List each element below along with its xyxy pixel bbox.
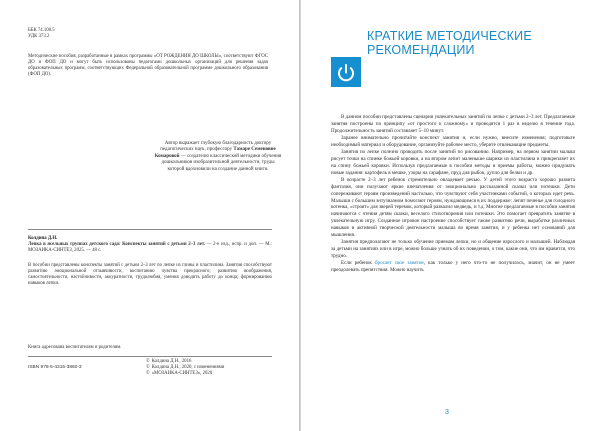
- ack-intro: Автор выражает глубокую благодарность доктору педагогических наук, профессору: [160, 141, 272, 153]
- body-text: [331, 114, 575, 274]
- copyright-symbol: ©: [146, 359, 150, 364]
- chapter-title-line: РЕКОМЕНДАЦИИ: [367, 42, 475, 57]
- bib-title: Лепка в ясельных группах детского сада: Конспекты занятий с детьми 2–3 лет.: [28, 242, 206, 247]
- acknowledgement: [154, 141, 282, 173]
- divider: [28, 229, 272, 230]
- paragraph: Заранее внимательно прочитайте конспект занятия и, если нужно, внесите изменения; подготовьте необходимый материал и оборудование, организуйте рабочее место, уберите отвлекающие предметы.: [331, 135, 575, 148]
- paragraph: Занятия по лепке полезно проводить после занятий по рисованию. Например, на первом занятии малыш рисует точки на спинке божьей коровки, а на втором лепит маленькие шарики из пластилина и прикрепляет их на спину божьей коровки. Используя предлагаемые в пособии методы и приемы работы, можно придумать новые задания: картофель в мешке, узоры на сарафане, пруд для рыбок, дупло для белки и др.: [331, 149, 575, 176]
- copyright-symbol: ©: [146, 365, 150, 370]
- ack-name: Тамаре Семеновне Комаровой: [154, 147, 276, 159]
- paragraph: В возрасте 2–3 лет ребенок стремительно овладевает речью. У детей этого возраста хорошо развита фантазия, они получают яркие впечатления от эмоционально рассказанной сказки или потешки. Дети сопереживают героям произведений настолько, что чувствуют себя участниками событий, о которых идет речь. Малыши с большим энтузиазмом помогают героям, нуждающимся в их поддержке: лепят печенье для голодного котенка, «строят» для зверей теремок, который развалил медведь, и т.д. Многие предлагаемые в пособии занятия начинаются с чтения детям сказки, веселого стихотворения или потешки. Это помогает превратить занятие в увлекательную игру. Созданное игровое настроение способствует также развитию речи, выработке различных навыков и активной творческой деятельности малыша во время занятия, и у ребенка нет оснований для мышления.: [331, 177, 575, 238]
- paragraph: В данном пособии представлены сценарии увлекательных занятий по лепке с детьми 2–3 лет. Предлагаемые занятия построены по принципу «от простого к сложному» и проводятся 1 раз в неделю в течение года. Продолжительность занятий составляет 5–10 минут.: [331, 114, 575, 134]
- udk-code: УДК 373.2: [28, 34, 50, 40]
- copyright-text: Колдина Д.Н., 2016: [151, 359, 192, 364]
- divider: [28, 356, 272, 357]
- paragraph: [331, 260, 575, 274]
- bibliographic-record: [28, 242, 272, 254]
- power-icon: [331, 57, 361, 87]
- highlighted-phrase: бросает свое занятие: [374, 260, 424, 267]
- copyright-line: [146, 371, 212, 377]
- bbk-code: ББК 74.100.5: [28, 28, 55, 33]
- copyright-text: Колдина Д.Н., 2020, с изменениями: [151, 365, 225, 370]
- power-icon-glyph: [331, 57, 361, 87]
- ack-rest: — создателю классической методики обучения дошкольников изобразительной деятельности, труды которой вдохновили на создание данной книги.: [161, 153, 282, 172]
- chapter-title: [367, 30, 567, 57]
- series-note: Методические пособия, разработанные в рамках программы «ОТ РОЖДЕНИЯ ДО ШКОЛЫ», соответствуют ФГОС ДО и ФОП ДО и могут быть использованы педагогами дошкольных организаций для решения задач образовательных программ, соответствующих Федеральной образовательной программе дошкольного образования (ФОП ДО).: [28, 54, 268, 78]
- copyright-symbol: ©: [146, 371, 150, 376]
- isbn: ISBN 978-5-4315-3860-3: [28, 365, 82, 370]
- chapter-title-line: КРАТКИЕ МЕТОДИЧЕСКИЕ: [367, 29, 532, 43]
- author-name: Колдина Д.Н.: [28, 236, 58, 241]
- bib-details: — 2-е изд., испр. и доп. — М.: МОЗАИКА-СИНТЕЗ, 2025. — 48 с.: [28, 242, 272, 254]
- paragraph: Занятия предполагают не только обучение приемам лепки, но и общение взрослого и малышей. Наблюдая за детьми на занятиях или в игре, можно больше узнать об их поведении, о том, какие они, что им нравится, что трудно.: [331, 239, 575, 259]
- text-run: Если ребенок: [341, 260, 372, 267]
- audience-note: Книга адресована воспитателям и родителям.: [28, 345, 122, 350]
- page-number: 3: [445, 409, 449, 416]
- copyright-text: «МОЗАИКА-СИНТЕЗ», 2020: [151, 371, 213, 376]
- classification-codes: [28, 28, 55, 40]
- annotation: В пособии представлены конспекты занятий с детьми 2–3 лет по лепке из глины и пластилина. Занятия способствуют развитию эмоциональной отзывчивости, воспитанию чувства прекрасного; развитию воображения, самостоятельности, настойчивости, аккуратности, трудолюбия, умения доводить работу до конца; формированию навыков лепки.: [28, 263, 272, 287]
- text-run: , как только у него что-то не получилось, значит, он не умеет преодолевать препятствия. Можно научить: [331, 260, 575, 274]
